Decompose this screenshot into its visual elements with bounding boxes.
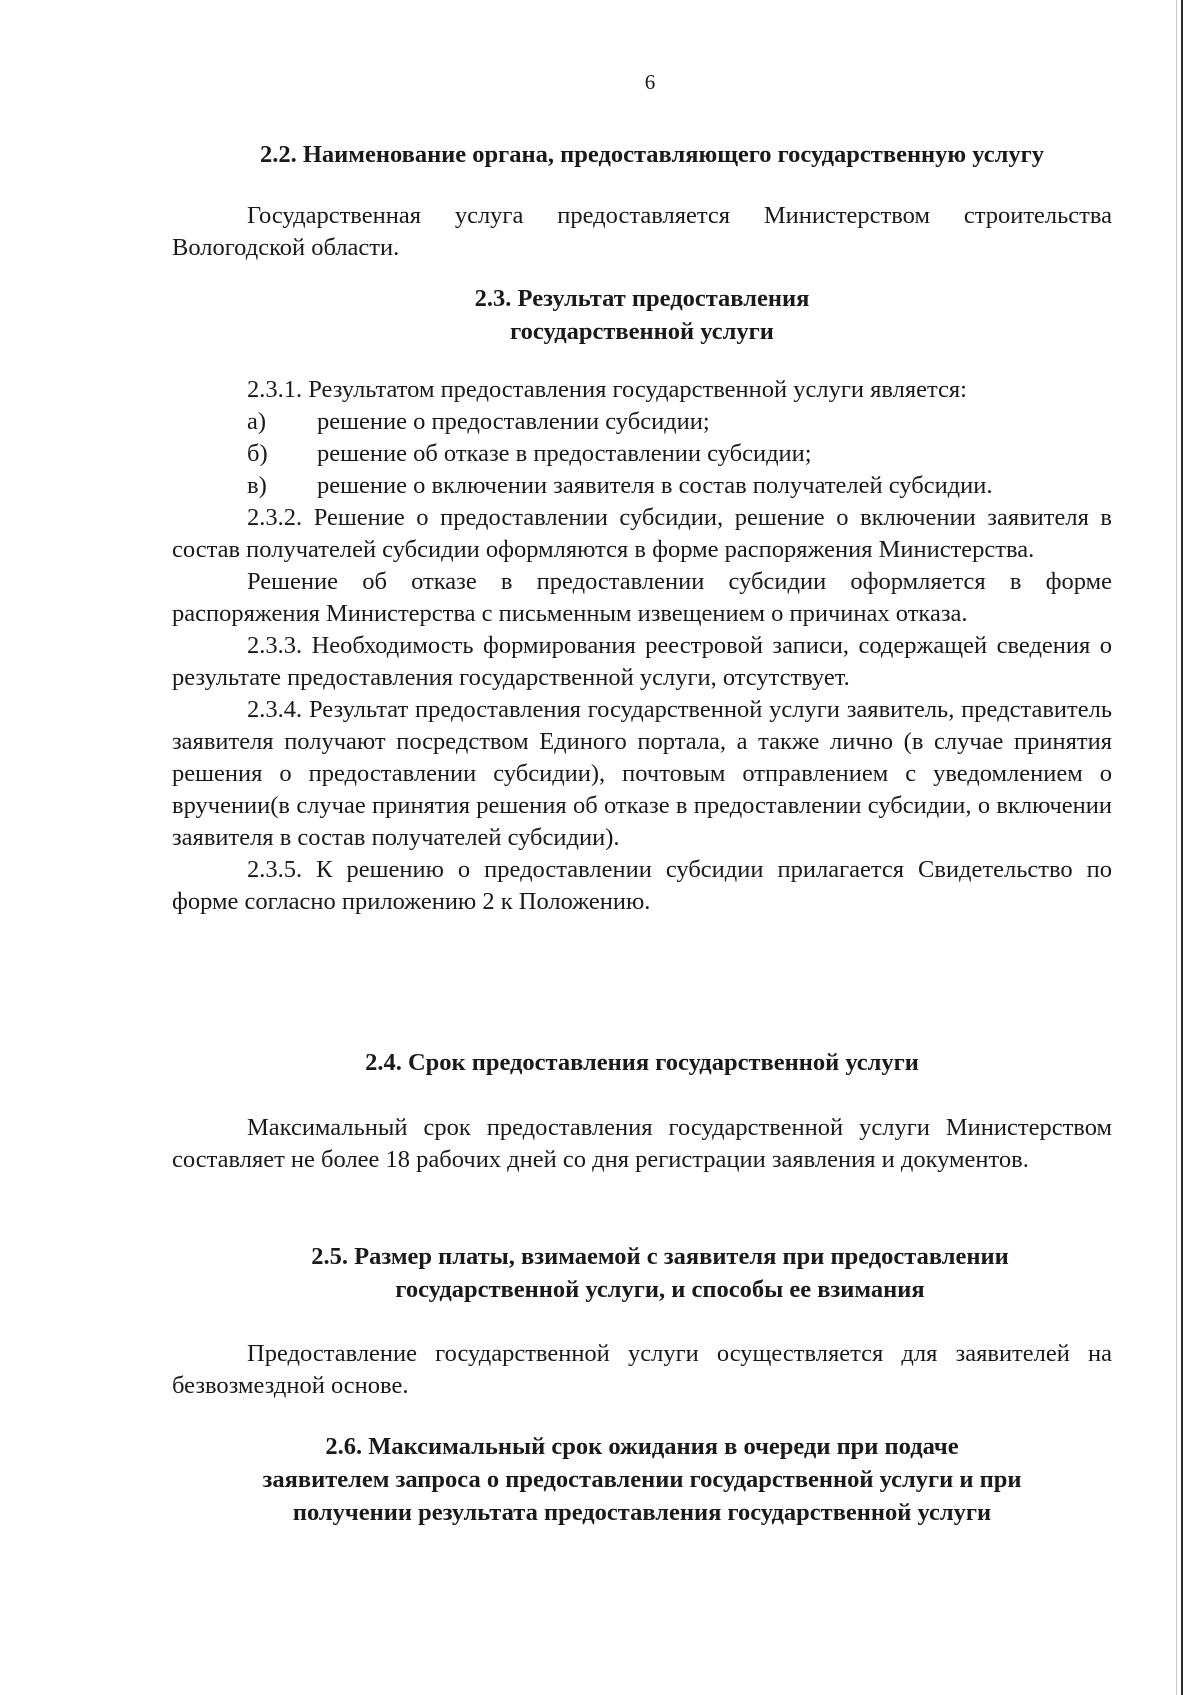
list-item-text: решение о включении заявителя в состав получателей субсидии. [317,472,993,499]
scan-edge [1181,0,1183,1695]
section-2-3-p4: 2.3.3. Необходимость формирования реестровой записи, содержащей сведения о результате предоставления государственной услуги, отсутствует. [172,632,1112,691]
section-2-2-heading: 2.2. Наименование органа, предоставляющего государственную услугу [259,141,1045,168]
section-2-3-heading [192,282,1092,348]
section-2-3-p3: Решение об отказе в предоставлении субсидии оформляется в форме распоряжения Министерства с письменным извещением о причинах отказа. [172,568,1112,627]
list-item-text: решение о предоставлении субсидии; [317,408,710,435]
section-2-3-p5: 2.3.4. Результат предоставления государственной услуги заявитель, представитель заявителя получают посредством Единого портала, а также лично (в случае принятия решения о предоставлении субсидии), почтовым отправлением с уведомлением о вручении(в случае принятия решения об отказе в предоставлении субсидии, о включении заявителя в состав получателей субсидии). [172,696,1112,851]
page-number: 6 [644,70,656,94]
section-2-4-text: Максимальный срок предоставления государственной услуги Министерством составляет не более 18 рабочих дней со дня регистрации заявления и документов. [172,1114,1112,1173]
section-2-5-text: Предоставление государственной услуги осуществляется для заявителей на безвозмездной основе. [172,1340,1112,1399]
section-2-3-p6: 2.3.5. К решению о предоставлении субсидии прилагается Свидетельство по форме согласно приложению 2 к Положению. [172,856,1112,915]
section-2-3-p2: 2.3.2. Решение о предоставлении субсидии, решение о включении заявителя в состав получателей субсидии оформляются в форме распоряжения Министерства. [172,504,1112,563]
section-2-2-text: Государственная услуга предоставляется Министерством строительства Вологодской области. [172,202,1112,261]
list-item [247,470,1112,502]
section-2-5-body [172,1338,1112,1402]
section-2-5-heading-line2: государственной услуги, и способы ее взимания [395,1276,925,1303]
section-2-5-heading [200,1240,1120,1306]
section-2-6-heading-line3: получении результата предоставления государственной услуги [292,1499,992,1526]
section-2-6-heading-line1: 2.6. Максимальный срок ожидания в очереди при подаче [325,1433,959,1460]
list-marker: а) [247,408,267,435]
section-2-6-heading [172,1430,1112,1529]
scan-edge-shadow [1176,0,1177,1695]
list-item [247,406,1112,438]
section-2-3-heading-line2: государственной услуги [510,318,774,345]
section-2-4-body [172,1112,1112,1176]
section-2-3-body [172,374,1112,918]
section-2-3-heading-line1: 2.3. Результат предоставления [474,285,810,312]
section-2-2-body [172,200,1112,264]
list-item [247,438,1112,470]
section-2-4-heading: 2.4. Срок предоставления государственной услуги [365,1049,919,1076]
list-item-text: решение об отказе в предоставлении субсидии; [317,440,812,467]
section-2-3-p1: 2.3.1. Результатом предоставления государственной услуги является: [247,376,967,403]
list-marker: в) [247,472,267,499]
section-2-5-heading-line1: 2.5. Размер платы, взимаемой с заявителя при предоставлении [311,1243,1009,1270]
list-marker: б) [247,440,268,467]
section-2-6-heading-line2: заявителем запроса о предоставлении государственной услуги и при [262,1466,1022,1493]
